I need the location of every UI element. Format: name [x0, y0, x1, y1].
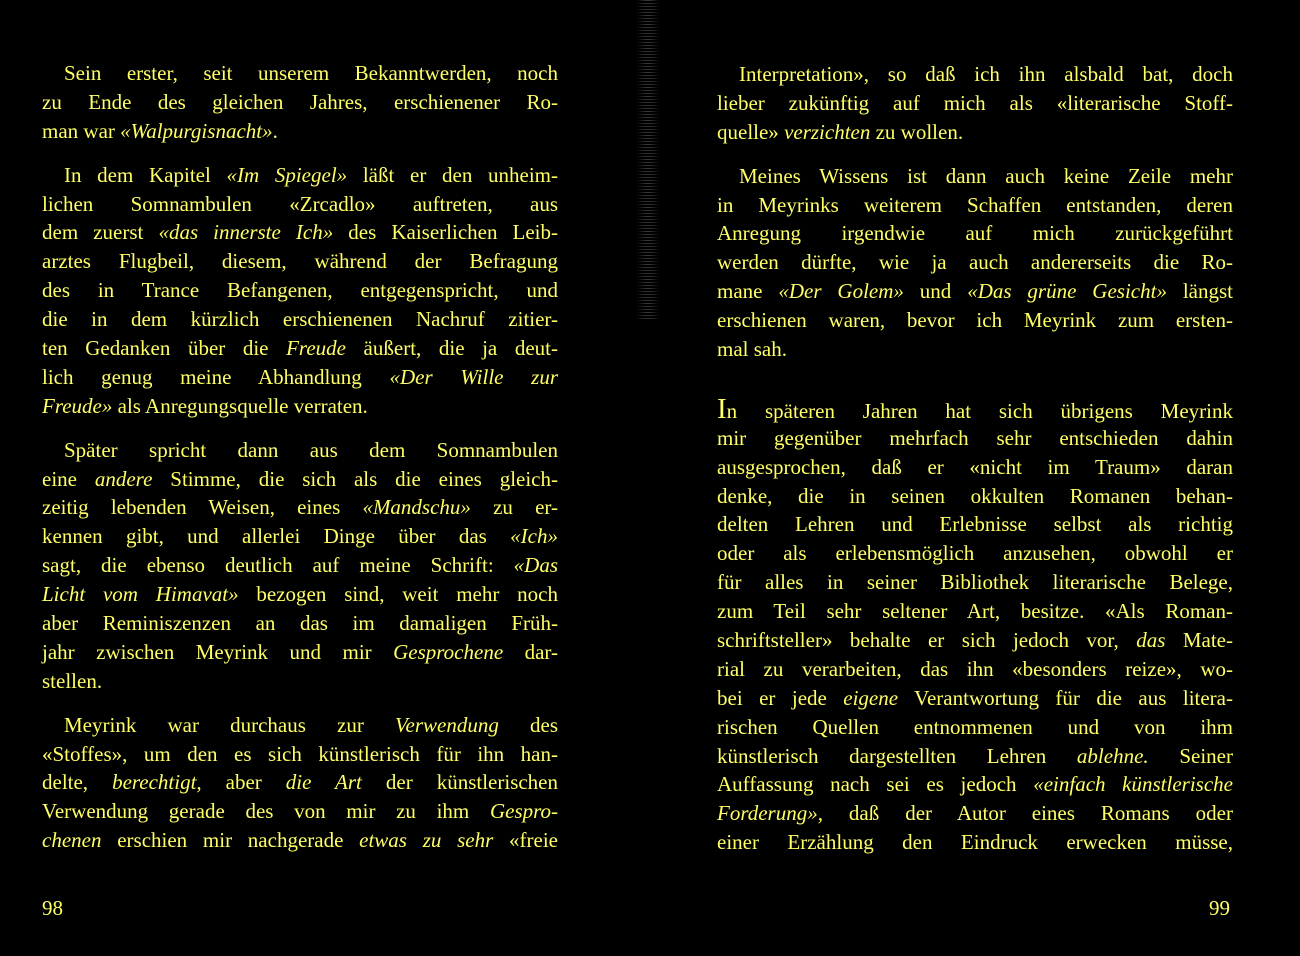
text-run: kennen gibt, und allerlei Dinge über das: [42, 524, 511, 549]
italic-text: «Walpurgisnacht»: [120, 118, 273, 143]
text-line: [717, 392, 1233, 425]
italic-text: berechtigt,: [112, 770, 202, 795]
text-line: [42, 161, 558, 190]
text-run: Später spricht dann aus dem Somnambulen: [64, 437, 558, 462]
text-run: arztes Flugbeil, diesem, während der Befragung: [42, 249, 558, 274]
text-line: [717, 684, 1233, 713]
text-line: [717, 277, 1233, 306]
text-run: oder als erlebensmöglich anzusehen, obwohl er: [717, 541, 1233, 566]
text-line: [717, 539, 1233, 568]
text-line: [717, 742, 1233, 771]
text-run: Auffassung nach sei es jedoch: [717, 772, 1034, 797]
text-run: sagt, die ebenso deutlich auf meine Schrift:: [42, 553, 514, 578]
text-run: dem zuerst: [42, 220, 159, 245]
text-line: [42, 117, 558, 146]
italic-text: «Das: [513, 553, 558, 578]
italic-text: Gespro-: [489, 799, 558, 824]
text-line: [717, 191, 1233, 220]
text-run: aber Reminiszenzen an das im damaligen Früh-: [42, 611, 558, 636]
text-line: [42, 522, 558, 551]
text-line: [717, 89, 1233, 118]
text-line: [42, 363, 558, 392]
text-line: [717, 248, 1233, 277]
text-line: [42, 305, 558, 334]
text-run: der künstlerischen: [361, 770, 559, 795]
italic-text: etwas zu sehr: [359, 828, 494, 853]
right-page-text: [717, 60, 1233, 872]
text-line: [42, 638, 558, 667]
text-line: [717, 510, 1233, 539]
italic-text: «Das grüne Gesicht»: [967, 279, 1167, 304]
text-line: [42, 740, 558, 769]
text-run: erschienen waren, bevor ich Meyrink zum ersten-: [717, 308, 1233, 333]
text-run: lichen Somnambulen «Zrcadlo» auftreten, aus: [42, 191, 558, 216]
text-run: eine: [42, 466, 95, 491]
text-run: werden dürfte, wie ja auch andererseits die Ro-: [717, 250, 1233, 275]
text-line: [42, 797, 558, 826]
text-line: [42, 276, 558, 305]
text-run: Interpretation», so daß ich ihn alsbald bat, doch: [739, 62, 1233, 86]
text-run: einer Erzählung den Eindruck erwecken müsse,: [717, 830, 1233, 855]
text-run: bezogen sind, weit mehr noch: [238, 582, 559, 607]
text-run: «freie: [493, 828, 558, 853]
text-run: Verantwortung für die aus litera-: [898, 685, 1233, 710]
italic-text: die Art: [285, 770, 362, 795]
text-run: In dem Kapitel: [64, 162, 227, 187]
italic-text: eigene: [843, 685, 899, 710]
text-run: äußert, die ja deut-: [345, 336, 558, 361]
text-line: [717, 655, 1233, 684]
italic-text: das: [1136, 628, 1166, 653]
paragraph: [42, 711, 558, 855]
text-run: Verwendung gerade des von mir zu ihm: [42, 799, 490, 824]
italic-text: «Im Spiegel»: [226, 162, 348, 187]
text-line: [42, 59, 558, 88]
left-page-text: [42, 59, 558, 870]
paragraph: [717, 60, 1233, 147]
text-run: lieber zukünftig auf mich als «literarische Stoff-: [717, 90, 1233, 115]
text-run: .: [272, 118, 278, 143]
text-line: [717, 799, 1233, 828]
text-line: [42, 334, 558, 363]
text-line: [717, 453, 1233, 482]
text-line: [42, 711, 558, 740]
text-line: [717, 219, 1233, 248]
paragraph: [42, 59, 558, 146]
italic-text: Freude»: [42, 393, 113, 418]
text-line: [42, 580, 558, 609]
text-run: die in dem kürzlich erschienenen Nachruf zitier-: [42, 307, 558, 332]
text-run: in Meyrinks weiterem Schaffen entstanden, deren: [717, 192, 1233, 217]
text-run: ten Gedanken über die: [42, 336, 287, 361]
text-run: Meines Wissens ist dann auch keine Zeile mehr: [739, 163, 1233, 188]
text-run: denke, die in seinen okkulten Romanen behan-: [717, 483, 1233, 508]
text-run: künstlerisch dargestellten Lehren: [717, 743, 1077, 768]
text-run: längst: [1166, 279, 1234, 304]
text-run: mal sah.: [717, 337, 787, 362]
text-run: daß der Autor eines Romans oder: [822, 801, 1233, 826]
italic-text: verzichten: [784, 119, 871, 144]
text-run: stellen.: [42, 668, 103, 693]
text-line: [717, 335, 1233, 364]
italic-text: Freude: [286, 336, 346, 361]
text-line: [717, 60, 1233, 89]
text-run: mir gegenüber mehrfach sehr entschieden dahin: [717, 425, 1233, 450]
text-run: «Stoffes», um den es sich künstlerisch für ihn han-: [42, 741, 558, 766]
text-line: [42, 190, 558, 219]
page-number-right: 99: [1209, 896, 1230, 920]
paragraph: [717, 392, 1233, 857]
text-run: bei er jede: [717, 685, 844, 710]
text-run: Meyrink war durchaus zur: [64, 712, 396, 737]
text-run: aber: [201, 770, 286, 795]
italic-text: «Ich»: [510, 524, 558, 549]
text-line: [42, 667, 558, 696]
text-run: schriftsteller» behalte er sich jedoch vor,: [717, 628, 1137, 653]
left-page: [0, 0, 640, 956]
text-line: [717, 828, 1233, 857]
text-line: [717, 713, 1233, 742]
text-run: zu er-: [470, 495, 558, 520]
text-line: [717, 424, 1233, 453]
text-run: ausgesprochen, daß er «nicht im Traum» daran: [717, 454, 1233, 479]
text-run: als Anregungsquelle verraten.: [112, 393, 368, 418]
text-line: [42, 768, 558, 797]
text-line: [717, 626, 1233, 655]
text-line: [717, 770, 1233, 799]
text-line: [717, 118, 1233, 147]
text-run: mane: [717, 279, 779, 304]
text-line: [42, 551, 558, 580]
text-run: delte,: [42, 770, 113, 795]
text-run: dar-: [503, 639, 558, 664]
italic-text: «Der Wille zur: [389, 364, 558, 389]
text-line: [42, 218, 558, 247]
italic-text: «Mandschu»: [362, 495, 471, 520]
italic-text: Forderung»,: [717, 801, 823, 826]
paragraph: [717, 162, 1233, 364]
text-run: zu wollen.: [870, 119, 964, 144]
italic-text: Gesprochene: [393, 639, 504, 664]
text-run: quelle»: [717, 119, 785, 144]
text-line: [717, 568, 1233, 597]
italic-text: «Der Golem»: [778, 279, 904, 304]
italic-text: «das innerste Ich»: [158, 220, 334, 245]
text-line: [42, 436, 558, 465]
text-run: jahr zwischen Meyrink und mir: [42, 639, 394, 664]
text-run: des in Trance Befangenen, entgegenspricht, und: [42, 278, 558, 303]
right-page: [660, 0, 1300, 956]
italic-text: «einfach künstlerische: [1033, 772, 1233, 797]
text-run: lich genug meine Abhandlung: [42, 364, 390, 389]
text-line: [717, 597, 1233, 626]
text-run: für alles in seiner Bibliothek literarische Belege,: [717, 570, 1233, 595]
text-run: Anregung irgendwie auf mich zurückgeführt: [717, 221, 1233, 246]
text-run: des: [498, 712, 559, 737]
drop-cap: I: [717, 392, 727, 425]
text-run: man war: [42, 118, 121, 143]
text-run: und: [903, 279, 968, 304]
page-number-left: 98: [42, 896, 63, 920]
text-run: rial zu verarbeiten, das ihn «besonders reize», wo-: [717, 656, 1233, 681]
text-line: [717, 162, 1233, 191]
paragraph: [42, 436, 558, 696]
text-line: [42, 493, 558, 522]
italic-text: Licht vom Himavat»: [42, 582, 239, 607]
text-line: [42, 826, 558, 855]
text-run: Seiner: [1148, 743, 1233, 768]
text-line: [42, 609, 558, 638]
text-line: [42, 392, 558, 421]
text-line: [42, 465, 558, 494]
text-run: Stimme, die sich als die eines gleich-: [152, 466, 558, 491]
text-run: zu Ende des gleichen Jahres, erschienener Ro-: [42, 89, 558, 114]
text-line: [42, 88, 558, 117]
text-run: n späteren Jahren hat sich übrigens Meyrink: [726, 398, 1233, 423]
text-run: rischen Quellen entnommenen und von ihm: [717, 714, 1233, 739]
text-run: erschien mir nachgerade: [101, 828, 360, 853]
text-line: [717, 482, 1233, 511]
italic-text: andere: [94, 466, 153, 491]
text-run: läßt er den unheim-: [347, 162, 558, 187]
text-run: delten Lehren und Erlebnisse selbst als richtig: [717, 512, 1233, 537]
italic-text: ablehne.: [1076, 743, 1149, 768]
text-run: zeitig lebenden Weisen, eines: [42, 495, 363, 520]
italic-text: Verwendung: [395, 712, 499, 737]
text-line: [42, 247, 558, 276]
text-run: des Kaiserlichen Leib-: [333, 220, 558, 245]
text-run: zum Teil sehr seltener Art, besitze. «Als Roman-: [717, 599, 1233, 624]
text-run: Mate-: [1165, 628, 1233, 653]
text-run: Sein erster, seit unserem Bekanntwerden, noch: [64, 61, 558, 85]
text-line: [717, 306, 1233, 335]
paragraph: [42, 161, 558, 421]
italic-text: chenen: [42, 828, 102, 853]
